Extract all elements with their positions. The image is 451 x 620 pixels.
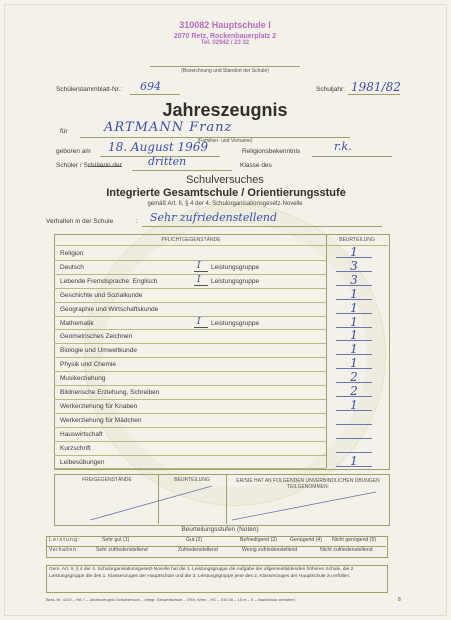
- subject-grade: 1: [350, 397, 358, 412]
- col-free-grade-header: BEURTEILUNG: [174, 477, 210, 483]
- subject-name: Werkerziehung für Knaben: [60, 402, 138, 410]
- perf-item-3: Befriedigend (3): [240, 537, 277, 543]
- subject-grade: 3: [350, 258, 358, 273]
- performance-group-mark: I: [197, 260, 201, 271]
- subject-grade: 1: [350, 342, 358, 357]
- subject-name: Mathematik: [60, 319, 94, 327]
- perf-label: Leistung:: [49, 537, 81, 543]
- school-name-line: [150, 66, 300, 67]
- subjects-grade-divider: [326, 234, 327, 468]
- conduct-item-3: Wenig zufriedenstellend: [242, 547, 298, 553]
- register-line: [130, 94, 180, 95]
- subject-grade: 1: [350, 356, 358, 371]
- table-row-line: [54, 316, 326, 317]
- year-label: Schuljahr:: [316, 86, 345, 93]
- subject-name: Hauswirtschaft: [60, 430, 103, 438]
- performance-group-label: Leistungsgruppe: [211, 277, 260, 285]
- grade-underline: [336, 327, 372, 328]
- subject-name: Geometrisches Zeichnen: [60, 333, 133, 341]
- pupil-label-strike: [88, 166, 122, 167]
- religion-value: r.k.: [334, 140, 352, 153]
- col-free-header: FREIGEGENSTÄNDE: [82, 477, 132, 483]
- subject-grade: 1: [350, 314, 358, 329]
- conduct-scale-label: Verhalten:: [49, 547, 79, 553]
- class-label: Klasse des: [240, 162, 272, 169]
- subject-grade: 1: [350, 328, 358, 343]
- grade-underline: [336, 271, 372, 272]
- table-row-line: [54, 274, 326, 275]
- subject-name: Biologie und Umweltkunde: [60, 347, 137, 355]
- table-row-line: [54, 413, 326, 414]
- year-line: [348, 94, 400, 95]
- subject-grade: 1: [350, 286, 358, 301]
- subject-grade: 1: [350, 453, 358, 468]
- born-label: geboren am: [56, 148, 91, 155]
- born-value: 18. August 1969: [108, 140, 209, 154]
- document-title: Jahreszeugnis: [162, 100, 288, 120]
- scale-title: Beurteilungsstufen (Noten): [181, 526, 259, 533]
- performance-group-mark: I: [197, 274, 201, 285]
- stamp-line-2: 2070 Retz, Rockenbauerplatz 2: [173, 33, 277, 40]
- table-row-line: [54, 441, 326, 442]
- subject-name: Deutsch: [60, 263, 84, 271]
- religion-label: Religionsbekenntnis: [242, 148, 301, 155]
- subject-name: Physik und Chemie: [60, 361, 116, 369]
- subject-name: Kurzschrift: [60, 444, 91, 452]
- table-row-line: [54, 399, 326, 400]
- grade-underline: [336, 340, 372, 341]
- performance-group-underline: [194, 271, 208, 272]
- conduct-item-1: Sehr zufriedenstellend: [96, 547, 148, 553]
- stamp-line-1: 310082 Hauptschule I: [179, 20, 271, 30]
- grade-underline: [336, 424, 372, 425]
- register-label: Schülerstammblatt-Nr.:: [56, 86, 123, 93]
- col-optional-header: ER/SIE HAT AN FOLGENDEN UNVERBINDLICHEN ÜBUNGEN TEILGENOMMEN:: [236, 478, 380, 490]
- grade-underline: [336, 257, 372, 258]
- table-row-line: [54, 343, 326, 344]
- grade-underline: [336, 396, 372, 397]
- performance-group-underline: [194, 285, 208, 286]
- table-row-line: [54, 260, 326, 261]
- scale-performance-row: [46, 536, 386, 546]
- conduct-value: Sehr zufriedenstellend: [150, 211, 278, 224]
- perf-item-5: Nicht genügend (5): [332, 537, 377, 543]
- perf-item-1: Sehr gut (1): [102, 537, 130, 543]
- grade-underline: [336, 354, 372, 355]
- subject-name: Leibesübungen: [60, 458, 105, 466]
- table-row-line: [54, 329, 326, 330]
- performance-group-label: Leistungsgruppe: [211, 319, 260, 327]
- subject-name: Musikerziehung: [60, 375, 106, 383]
- subject-grade: 3: [350, 272, 358, 287]
- conduct-line: [142, 226, 382, 227]
- subject-name: Bildnerische Erziehung, Schreiben: [60, 389, 160, 396]
- header-row-line: [54, 245, 388, 246]
- col-subjects-header: PFLICHTGEGENSTÄNDE: [161, 237, 221, 243]
- school-caption: (Bezeichnung und Standort der Schule): [181, 68, 269, 74]
- grade-underline: [336, 285, 372, 286]
- conduct-colon: :: [136, 218, 138, 225]
- footnote-text: Gem. Art. II, § 4 der 4. Schulorganisationsgesetz-Novelle hat die 1. Leistungsgruppe die Aufgabe der allgemeinbildenden höheren Schule, die 2. Leistungsgruppe die des 1. Klassenzuges der Hauptschule und die 3. Leistungsgruppe jene des 2. Klassenzuges der Hauptschule zu erfüllen.: [49, 567, 355, 579]
- religion-line: [312, 156, 392, 157]
- grade-underline: [336, 410, 372, 411]
- register-value: 694: [140, 80, 161, 93]
- table-row-line: [54, 427, 326, 428]
- free-divider-2: [226, 474, 227, 524]
- name-caption: (Familien- und Vorname): [197, 138, 253, 144]
- scale-conduct-row: [46, 546, 386, 556]
- page-number: 8: [398, 597, 401, 603]
- subject-name: Religion: [60, 250, 84, 257]
- conduct-label: Verhalten in der Schule: [46, 218, 114, 225]
- perf-item-2: Gut (2): [186, 537, 203, 543]
- school-type-line-2: Integrierte Gesamtschule / Orientierungsstufe: [106, 187, 346, 199]
- grade-underline: [336, 382, 372, 383]
- table-row-line: [54, 302, 326, 303]
- performance-group-label: Leistungsgruppe: [211, 263, 260, 271]
- grade-underline: [336, 313, 372, 314]
- grade-underline: [336, 299, 372, 300]
- table-row-line: [54, 468, 326, 469]
- grade-underline: [336, 438, 372, 439]
- grade-underline: [336, 452, 372, 453]
- performance-group-mark: I: [197, 316, 201, 327]
- year-value: 1981/82: [351, 80, 401, 94]
- perf-item-4: Genügend (4): [290, 537, 323, 543]
- performance-group-underline: [194, 327, 208, 328]
- subject-grade: 1: [350, 245, 358, 259]
- printer-line: Best.-Nr. 4219 – HA 7 – Jahreszeugnis Schulversuch – Integr. Gesamtschule – ÖSV, Wien – HC – 010.00 – 15 m – E – Nachdruck verboten!: [46, 597, 295, 602]
- grade-underline: [336, 466, 372, 467]
- grade-underline: [336, 368, 372, 369]
- class-value: dritten: [148, 155, 187, 168]
- table-row-line: [54, 357, 326, 358]
- subject-grade: 2: [350, 384, 358, 398]
- conduct-item-2: Zufriedenstellend: [178, 547, 218, 553]
- school-type-line-1: Schulversuches: [186, 174, 264, 186]
- table-row-line: [54, 288, 326, 289]
- table-row-line: [54, 371, 326, 372]
- class-line: [132, 170, 232, 171]
- table-row-line: [54, 455, 326, 456]
- subject-name: Geographie und Wirtschaftskunde: [60, 305, 159, 313]
- subject-grade: 2: [350, 370, 358, 385]
- pupil-label: Schüler / Schülerin der: [56, 162, 122, 169]
- stamp-line-3: Tel. 02942 / 23 32: [200, 40, 250, 46]
- conduct-item-4: Nicht zufriedenstellend: [320, 547, 373, 553]
- student-name-value: ARTMANN Franz: [104, 120, 233, 135]
- school-type-line-3: gemäß Art. II, § 4 der 4. Schulorganisationsgesetz-Novelle: [147, 201, 303, 207]
- table-row-line: [54, 385, 326, 386]
- col-grade-header: BEURTEILUNG: [339, 237, 375, 243]
- school-stamp: [140, 20, 310, 46]
- for-label: für: [60, 128, 68, 135]
- subject-name: Lebende Fremdsprache: Englisch: [60, 277, 158, 285]
- subject-name: Werkerziehung für Mädchen: [60, 416, 142, 424]
- subject-grade: 1: [350, 300, 358, 315]
- subject-name: Geschichte und Sozialkunde: [60, 291, 143, 299]
